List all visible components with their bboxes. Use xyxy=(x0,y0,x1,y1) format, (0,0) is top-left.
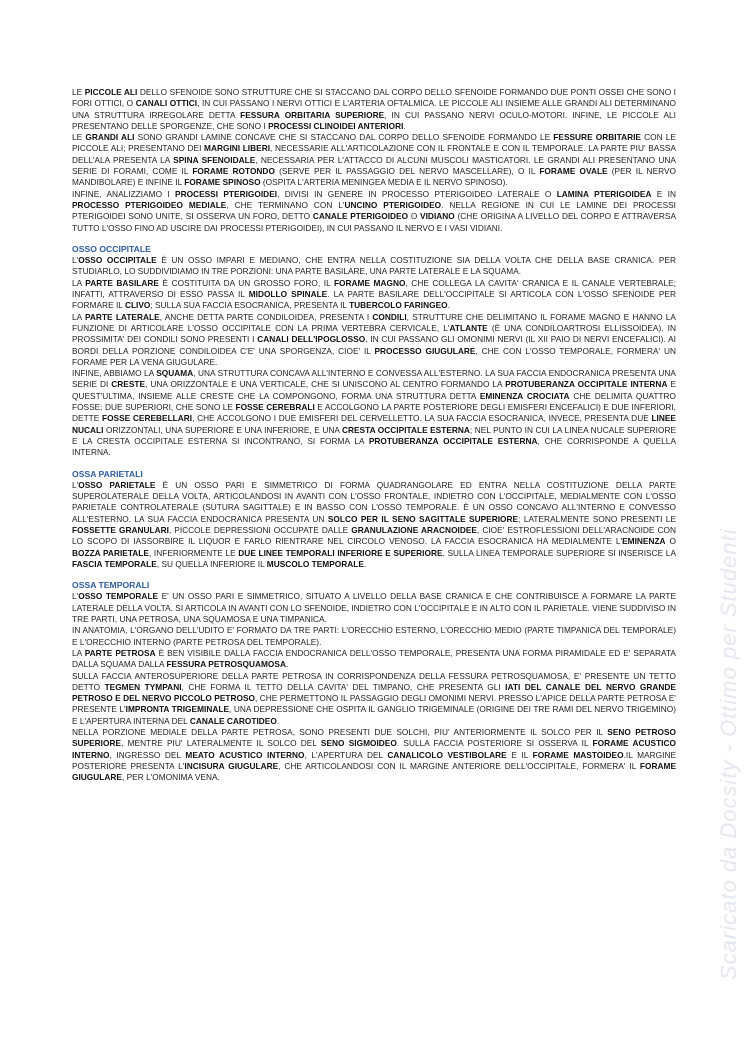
text-run: (PER IL NERVO MANDIBOLARE) E INFINE IL xyxy=(72,166,677,188)
text-run: ORIZZONTALI, UNA SUPERIORE E UNA INFERIORE, E UNA xyxy=(103,424,342,435)
text-run: È UN OSSO IMPARI E MEDIANO, CHE ENTRA NELLA COSTITUZIONE SIA DELLA VOLTA CHE DELLA BASE CRANICA. PER STUDIARLO, LO SUDDIVIDIAMO IN TRE PORZIONI: UNA PARTE BASILARE, UNA PARTE LATERALE E LA SQUAMA. xyxy=(72,255,676,277)
text-run: SONO GRANDI LAMINE CONCAVE CHE SI STACCANO DAL CORPO DELLO SFENOIDE FORMANDO LE xyxy=(134,132,554,143)
bold-term: PROCESSI PTERIGOIDEI xyxy=(175,188,278,199)
bold-term: PROTUBERANZA OCCIPITALE ESTERNA xyxy=(368,435,538,446)
text-run: E QUEST'ULTIMA, INSIEME ALLE CRESTE CHE LA COMPONGONO, FORMA UNA STRUTTURA DETTA xyxy=(72,379,676,401)
text-run: , IN CUI PASSANO NERVI OCULO-MOTORI. INFINE, LE PICCOLE ALI PRESENTANO DELLE SPORGENZE, CHE SONO I xyxy=(72,109,676,131)
bold-term: GRANDI ALI xyxy=(85,132,135,143)
text-run: ; LATERALMENTE SONO PRESENTI LE xyxy=(518,513,676,524)
text-run: O xyxy=(665,536,676,547)
text-run: SULLA FACCIA ANTEROSUPERIORE DELLA PARTE PETROSA IN CORRISPONDENZA DELLA FESSURA PETROSQUAMOSA, E' PRESENTE UN TETTO DETTO xyxy=(72,670,676,692)
text-run: ; NEL PUNTO IN CUI LA LINEA NUCALE SUPERIORE E LA CRESTA OCCIPITALE ESTERNA SI INCONTRANO, SI FORMA LA xyxy=(72,424,677,446)
bold-term: PROTUBERANZA OCCIPITALE INTERNA xyxy=(505,379,668,390)
text-run: LA xyxy=(72,647,85,658)
text-run: .IL MARGINE POSTERIORE PRESENTA L' xyxy=(72,749,677,771)
paragraph xyxy=(72,189,676,234)
text-run: . xyxy=(285,659,289,670)
bold-term: SQUAMA xyxy=(156,368,194,379)
text-run: È UN OSSO PARI E SIMMETRICO DI FORMA QUADRANGOLARE ED ENTRA NELLA COSTITUZIONE DELLA PARTE SUPEROLATERALE DELLA VOLTA, ARTICOLANDOSI IN AVANTI CON L'OSSO FRONTALE, INDIETRO CON L'OCCIPITALE, MEDIALMENTE CON L'OSSO PARIETALE CONTROLATERALE (SUTURA SAGITTALE) E IN BASSO CON L'OSSO TEMPORALE. È UN OSSO CONCAVO ALL'INTERNO E CONVESSO ALL'ESTERNO. LA SUA FACCIA ENDOCRANICA PRESENTA UN xyxy=(72,479,676,524)
text-run: INFINE, ANALIZZIAMO I xyxy=(72,188,176,199)
bold-term: FOSSETTE GRANULARI xyxy=(72,524,169,535)
text-run: INFINE, ABBIAMO LA xyxy=(72,368,157,379)
bold-term: PARTE PETROSA xyxy=(84,647,156,658)
bold-term: FORAME MASTOIDEO xyxy=(532,749,624,760)
bold-term: ATLANTE xyxy=(449,322,488,333)
text-run: , SU QUELLA INFERIORE IL xyxy=(156,558,267,569)
text-run: (OSPITA L'ARTERIA MENINGEA MEDIA E IL NERVO SPINOSO). xyxy=(260,177,508,188)
bold-term: DUE LINEE TEMPORALI INFERIORE E SUPERIORE xyxy=(238,547,443,558)
section xyxy=(72,87,676,234)
text-run: O xyxy=(408,211,421,222)
text-run: L' xyxy=(72,255,79,266)
text-run: , CHE ACCOLGONO I DUE EMISFERI DEL CERVELLETTO. LA SUA FACCIA ESOCRANICA, INVECE, PRESENTA DUE xyxy=(192,413,652,424)
bold-term: FORAME ACUSTICO INTERNO xyxy=(72,738,676,760)
section xyxy=(72,244,676,459)
paragraph xyxy=(72,727,676,783)
text-run: , IN CUI PASSANO I NERVI OTTICI E L'ARTERIA OFTALMICA. LE PICCOLE ALI INSIEME ALLE GRANDI ALI DETERMINANO UNA STRUTTURA IRREGOLARE DETTA xyxy=(72,98,676,120)
bold-term: FESSURA PETROSQUAMOSA xyxy=(166,659,286,670)
bold-term: BOZZA PARIETALE xyxy=(72,547,149,558)
bold-term: FORAME ROTONDO xyxy=(192,166,275,177)
bold-term: CANALICOLO VESTIBOLARE xyxy=(387,749,507,760)
text-run: , IN CUI PASSANO GLI OMONIMI NERVI (IL XII PAIO DI NERVI ENCEFALICI). AI BORDI DELLA PORZIONE CONDILOIDEA C'E' UNA SPORGENZA, CIOE' IL xyxy=(72,334,676,356)
bold-term: OSSO TEMPORALE xyxy=(78,591,159,602)
text-run: E ACCOLGONO LA PARTE POSTERIORE DEGLI EMISFERI ENCEFALICI) E DUE INFERIORI, DETTE xyxy=(72,402,676,424)
text-run: , PER L'OMONIMA VENA. xyxy=(121,772,220,783)
text-run: . xyxy=(276,715,280,726)
section-heading: OSSA TEMPORALI xyxy=(72,580,150,591)
bold-term: FORAME MAGNO xyxy=(333,277,406,288)
paragraph xyxy=(72,255,676,278)
text-run: LE xyxy=(72,87,85,97)
text-run: . xyxy=(403,120,406,131)
text-run: , CHE CORRISPONDE A QUELLA INTERNA. xyxy=(72,435,676,458)
text-run: , INFERIORMENTE LE xyxy=(148,547,239,558)
text-run: L' xyxy=(72,479,79,490)
bold-term: MEATO ACUSTICO INTERNO xyxy=(185,749,305,760)
text-run: , MENTRE PIU' LATERALMENTE IL SOLCO DEL xyxy=(121,738,321,749)
text-run: LE xyxy=(72,132,86,143)
text-run: , ANCHE DETTA PARTE CONDILOIDEA, PRESENTA I xyxy=(159,311,373,322)
bold-term: CRESTE xyxy=(111,379,146,390)
bold-term: VIDIANO xyxy=(420,211,455,222)
section xyxy=(72,469,676,571)
paragraph xyxy=(72,278,676,312)
document-page xyxy=(72,87,676,784)
text-run: , CHE TERMINANO CON L' xyxy=(226,199,345,210)
text-run: , UNA ORIZZONTALE E UNA VERTICALE, CHE SI UNISCONO AL CENTRO FORMANDO LA xyxy=(145,379,506,390)
text-run: . LA PARTE BASILARE DELL'OCCIPITALE SI ARTICOLA CON L'OSSO SFENOIDE PER FORMARE IL xyxy=(72,289,676,311)
bold-term: SPINA SFENOIDALE xyxy=(173,154,256,165)
section xyxy=(72,580,676,783)
text-run: IN ANATOMIA, L'ORGANO DELL'UDITO E' FORMATO DA TRE PARTI: L'ORECCHIO ESTERNO, L'ORECCHIO MEDIO (PARTE TIMPANICA DEL TEMPORALE) E L'ORECCHIO INTERNO (PARTE PETROSA DEL TEMPORALE). xyxy=(72,625,676,647)
bold-term: TUBERCOLO FARINGEO xyxy=(349,300,448,311)
text-run: CON LE PICCOLE ALI; PRESENTANO DEI xyxy=(72,132,676,154)
bold-term: SENO SIGMOIDEO xyxy=(320,738,397,749)
text-run: ; SULLA SUA FACCIA ESOCRANICA, PRESENTA IL xyxy=(150,300,350,311)
text-run: . SULLA LINEA TEMPORALE SUPERIORE SI INSERISCE LA xyxy=(442,547,676,558)
text-run: LA xyxy=(72,277,86,288)
bold-term: CANALI OTTICI xyxy=(135,98,198,109)
bold-term: OSSO OCCIPITALE xyxy=(78,255,157,266)
text-run: , CHE FORMA IL TETTO DELLA CAVITA' DEL TIMPANO, CHE PRESENTA GLI xyxy=(181,681,506,692)
bold-term: EMINENZA xyxy=(622,536,666,547)
text-run: , CIOE' ESTROFLESSIONI DELL'ARACNOIDE CON LO SCOPO DI IASSORBIRE IL LIQUOR E FARLO RIENTRARE NEL CIRCOLO VENOSO. LA FACCIA ESOCRANICA HA MEDIALMENTE L' xyxy=(72,524,676,547)
bold-term: UNCINO PTERIGOIDEO xyxy=(344,199,442,210)
text-run: È COSTITUITA DA UN GROSSO FORO, IL xyxy=(158,277,334,288)
text-run: , CHE PERMETTONO IL PASSAGGIO DEGLI OMONIMI NERVI. PRESSO L'APICE DELLA PARTE PETROSA E' PRESENTE L' xyxy=(72,693,676,715)
bold-term: FORAME GIUGULARE xyxy=(72,760,676,783)
paragraph xyxy=(72,591,676,625)
bold-term: LINEE NUCALI xyxy=(72,413,676,435)
text-run: CHE DELIMITA QUATTRO FOSSE: DUE SUPERIORI, CHE SONO LE xyxy=(72,390,676,413)
section-heading: OSSO OCCIPITALE xyxy=(72,243,151,254)
bold-term: FESSURA ORBITARIA SUPERIORE xyxy=(240,109,385,120)
bold-term: IATI DEL CANALE DEL NERVO GRANDE PETROSO E DEL NERVO PICCOLO PETROSO xyxy=(72,681,676,704)
text-run: , CHE CON L'OSSO TEMPORALE, FORMERA' UN FORAME PER LA VENA GIUGULARE. xyxy=(72,345,676,367)
text-run: (SERVE PER IL PASSAGGIO DEL NERVO MASCELLARE), O IL xyxy=(274,166,540,177)
bold-term: FOSSE CEREBELLARI xyxy=(101,413,193,424)
bold-term: FOSSE CEREBRALI xyxy=(235,402,315,413)
bold-term: FORAME OVALE xyxy=(539,166,608,177)
text-run: E' UN OSSO PARI E SIMMETRICO, SITUATO A LIVELLO DELLA BASE CRANICA E CHE CONTRIBUISCE A FORMARE LA PARTE LATERALE DELLA VOLTA. SI ARTICOLA IN AVANTI CON LO SFENOIDE, INDIETRO CON L'OCCIPITALE E IN ALTO CON IL PARIETALE. VIENE SUDDIVISO IN TRE PARTI, UNA PETROSA, UNA SQUAMOSA E UNA TIMPANICA. xyxy=(72,591,676,625)
bold-term: PROCESSI CLINOIDEI ANTERIORI xyxy=(268,120,404,131)
text-run: LA xyxy=(72,311,85,322)
bold-term: SOLCO PER IL SENO SAGITTALE SUPERIORE xyxy=(327,513,519,524)
text-run: , NECESSARIE ALL'ARTICOLAZIONE CON IL FRONTALE E CON IL TEMPORALE. LA PARTE PIU' BASSA DELL'ALA PRESENTA LA xyxy=(72,143,676,165)
text-run: (CHE ORIGINA A LIVELLO DEL CORPO E ATTRAVERSA TUTTO L'OSSO FINO AD USCIRE DAI PROCESSI PTERIGOIDEI), IN CUI PASSANO IL NERVO E I VASI VIDIANI. xyxy=(72,211,677,233)
bold-term: MIDOLLO SPINALE xyxy=(248,289,328,300)
bold-term: PICCOLE ALI xyxy=(84,87,138,97)
bold-term: INCISURA GIUGULARE xyxy=(184,760,279,771)
text-run: E IL xyxy=(506,749,533,760)
text-run: , UNA DEPRESSIONE CHE OSPITA IL GANGLIO TRIGEMINALE (ORIGINE DEI TRE RAMI DEL NERVO TRIGEMINO) E L'APERTURA INTERNA DEL xyxy=(72,704,677,726)
bold-term: CANALE PTERIGOIDEO xyxy=(312,211,409,222)
text-run: , L'APERTURA DEL xyxy=(304,749,388,760)
text-run: , INGRESSO DEL xyxy=(109,749,186,760)
text-run: . xyxy=(363,558,367,569)
text-run: , CHE COLLEGA LA CAVITA' CRANICA E IL CANALE VERTEBRALE; INFATTI, ATTRAVERSO DI ESSO PASSA IL xyxy=(72,277,677,300)
bold-term: FESSURE ORBITARIE xyxy=(553,132,641,143)
bold-term: CANALI DELL'IPOGLOSSO xyxy=(257,334,366,345)
bold-term: FASCIA TEMPORALE xyxy=(72,558,157,569)
text-run: . SULLA FACCIA POSTERIORE SI OSSERVA IL xyxy=(396,738,593,749)
bold-term: EMINENZA CROCIATA xyxy=(479,390,570,401)
bold-term: FORAME SPINOSO xyxy=(184,177,261,188)
bold-term: IMPRONTA TRIGEMINALE xyxy=(125,704,230,715)
paragraph xyxy=(72,312,676,368)
bold-term: SENO PETROSO SUPERIORE xyxy=(72,727,676,749)
bold-term: CANALE CAROTIDEO xyxy=(189,715,277,726)
paragraph xyxy=(72,480,676,570)
text-run: , NECESSARIA PER L'ATTACCO DI ALCUNI MUSCOLI MASTICATORI. LE GRANDI ALI PRESENTANO UNA SERIE DI FORAMI, COME IL xyxy=(72,154,676,177)
text-run: , STRUTTURE CHE DELIMITANO IL FORAME MAGNO E HANNO LA FUNZIONE DI ARTICOLARE L'OSSO OCCIPITALE CON LA PRIMA VERTEBRA CERVICALE, L' xyxy=(72,311,676,333)
bold-term: PROCESSO PTERIGOIDEO MEDIALE xyxy=(72,199,227,210)
watermark xyxy=(686,500,744,980)
text-run: , UNA STRUTTURA CONCAVA ALL'INTERNO E CONVESSA ALL'ESTERNO. LA SUA FACCIA ENDOCRANICA PRESENTA UNA SERIE DI xyxy=(72,368,676,390)
bold-term: TEGMEN TYMPANI xyxy=(104,681,182,692)
text-run: , PICCOLE DEPRESSIONI OCCUPATE DALLE xyxy=(168,524,352,535)
bold-term: CRESTA OCCIPITALE ESTERNA xyxy=(341,424,470,435)
section-heading: OSSA PARIETALI xyxy=(72,468,143,479)
text-run: DELLO SFENOIDE SONO STRUTTURE CHE SI STACCANO DAL CORPO DELLO SFENOIDE FORMANDO DUE PONTI OSSEI CHE SONO I FORI OTTICI, O xyxy=(72,87,677,109)
paragraph xyxy=(72,625,676,648)
paragraph xyxy=(72,671,676,727)
text-run: L' xyxy=(72,591,79,602)
bold-term: MARGINI LIBERI xyxy=(204,143,271,154)
text-run: , DIVISI IN GENERE IN PROCESSO PTERIGOIDEO LATERALE O xyxy=(277,188,557,199)
text-run: , CHE ARTICOLANDOSI CON IL MARGINE ANTERIORE DELL'OCCIPITALE, FORMERA' IL xyxy=(278,760,640,771)
text-run: E IN xyxy=(651,188,677,199)
bold-term: CONDILI xyxy=(372,311,407,322)
paragraph xyxy=(72,368,676,458)
bold-term: PARTE LATERALE xyxy=(84,311,160,322)
text-run: . NELLA REGIONE IN CUI LE LAMINE DEI PROCESSI PTERIGOIDEI SONO UNITE, SI OSSERVA UN FORO, DETTO xyxy=(72,199,677,222)
bold-term: PROCESSO GIUGULARE xyxy=(374,345,476,356)
text-run: NELLA PORZIONE MEDIALE DELLA PARTE PETROSA, SONO PRESENTI DUE SOLCHI, PIU' ANTERIORMENTE IL SOLCO PER IL xyxy=(72,727,608,738)
watermark-text: Scaricato da Docsity - Ottimo per Studenti xyxy=(716,528,741,980)
paragraph xyxy=(72,132,676,188)
text-run: (È UNA CONDILOARTROSI ELLISSOIDEA). IN PROSSIMITA' DEI CONDILI SONO PRESENTI I xyxy=(72,322,677,345)
bold-term: MUSCOLO TEMPORALE xyxy=(266,558,364,569)
text-run: . xyxy=(447,300,450,311)
text-run: È BEN VISIBILE DALLA FACCIA ENDOCRANICA DELL'OSSO TEMPORALE, PRESENTA UNA FORMA PIRAMIDALE ED E' SEPARATA DALLA SQUAMA DALLA xyxy=(72,647,676,670)
paragraph xyxy=(72,648,676,671)
bold-term: CLIVO xyxy=(124,300,151,311)
bold-term: LAMINA PTERIGOIDEA xyxy=(556,188,652,199)
bold-term: PARTE BASILARE xyxy=(85,277,159,288)
bold-term: GRANULAZIONE ARACNOIDEE xyxy=(351,524,477,535)
paragraph xyxy=(72,87,676,132)
bold-term: OSSO PARIETALE xyxy=(78,479,156,490)
